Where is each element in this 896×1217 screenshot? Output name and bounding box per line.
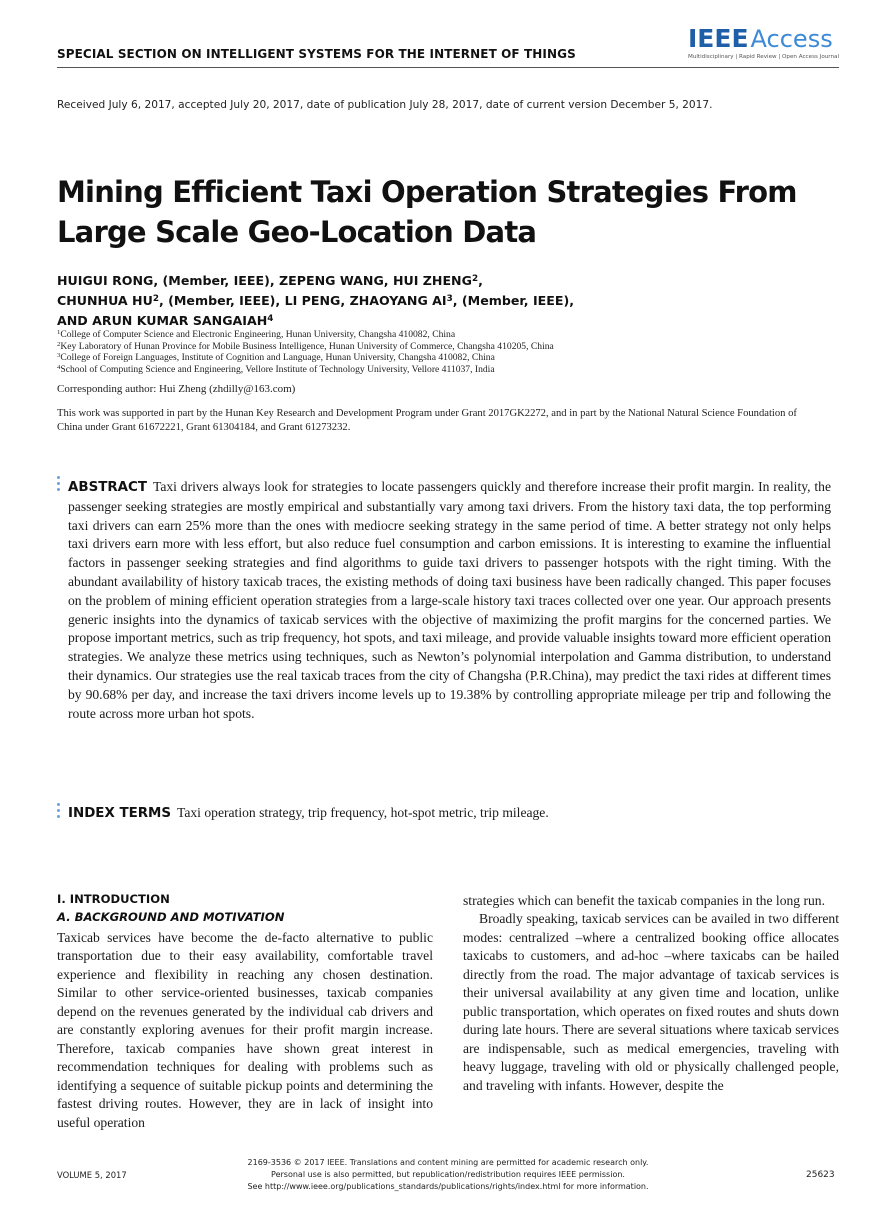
author-line-1: [57, 271, 697, 291]
affiliation-number: 1: [57, 328, 61, 336]
page-number: 25623: [806, 1170, 835, 1180]
body-column-left: [57, 929, 433, 1132]
section-heading-introduction: I. INTRODUCTION: [57, 892, 170, 906]
ieee-access-logo: [688, 24, 838, 60]
affiliation-number: 2: [57, 340, 61, 348]
index-terms-label: INDEX TERMS: [68, 806, 171, 821]
author-name: AND ARUN KUMAR SANGAIAH: [57, 313, 268, 328]
affiliation-number: 4: [57, 363, 61, 371]
author-separator: ,: [478, 273, 483, 288]
abstract-label: ABSTRACT: [68, 480, 147, 495]
logo-ieee-text: IEEE: [688, 24, 749, 53]
author-name: , (Member, IEEE), LI PENG: [158, 293, 341, 308]
logo-tagline: Multidisciplinary | Rapid Review | Open Access Journal: [688, 54, 840, 60]
affiliation-item: [57, 364, 554, 376]
abstract-text: Taxi drivers always look for strategies to locate passengers quickly and therefore increase their profit margin. In reality, the passenger seeking strategies are mostly empirical and substantially vary among taxi drivers. From the history taxi data, the top performing taxi drivers can earn 25% more than the ones with mediocre seeking strategy in the same period of time. A better strategy not only helps taxi drivers earn more with less effort, but also reduce fuel consumption and carbon emissions. It is interesting to examine the influential factors in passenger seeking strategies and find algorithms to guide taxi drivers to passenger hotspots with the right timing. With the abundant availability of history taxicab traces, the existing methods of doing taxi business have been radically changed. This paper focuses on the problem of mining efficient operation strategies from a large-scale history taxi traces collected over one year. Our approach presents generic insights into the dynamics of taxicab services with the objective of maximizing the profit margins for the concerned parties. We propose important metrics, such as trip frequency, hot spots, and taxi mileage, and provide valuable insights toward more efficient operation strategies. We analyze these metrics using techniques, such as Newton’s polynomial interpolation and Gamma distribution, to understand their dynamics. Our strategies use the real taxicab traces from the city of Changsha (P.R.China), may predict the taxi rides at different times by 90.68% per day, and increase the taxi drivers income levels up to 19.38% by controlling appropriate mileage per trip and following the route across more urban hot spots.: [68, 479, 831, 721]
paper-title: Mining Efficient Taxi Operation Strategies From Large Scale Geo-Location Data: [57, 175, 797, 249]
author-name: CHUNHUA HU: [57, 293, 153, 308]
affiliation-text: Key Laboratory of Hunan Province for Mobile Business Intelligence, Hunan University of Commerce, Changsha 410205, China: [60, 340, 554, 352]
affiliation-item: [57, 341, 554, 353]
author-list: [57, 271, 697, 331]
affiliation-marker: 2: [152, 294, 159, 305]
author-line-2: [57, 291, 697, 311]
body-paragraph: Broadly speaking, taxicab services can be availed in two different modes: centralized –where a centralized booking office allocates taxicabs to customers, and ad-hoc –where taxicabs can be hailed directly from the road. The major advantage of taxicab services is their universal availability at any given time and location, unlike public transportation, which operates on fixed routes and shuts down during late hours. There are several situations where taxicab services are indispensable, such as medical emergencies, traveling with heavy luggage, traveling with old or physically challenged people, and traveling with infants. However, despite the: [463, 911, 839, 1093]
author-name: , HUI ZHENG: [383, 273, 472, 288]
received-dates: Received July 6, 2017, accepted July 20, 2017, date of publication July 28, 2017, date of current version December 5, 2017.: [57, 99, 713, 111]
author-name: , (Member, IEEE),: [452, 293, 574, 308]
copyright-line: Personal use is also permitted, but republication/redistribution requires IEEE permission.: [271, 1170, 625, 1179]
body-paragraph: strategies which can benefit the taxicab companies in the long run.: [463, 893, 825, 908]
affiliation-item: [57, 329, 554, 341]
copyright-line: 2169-3536 © 2017 IEEE. Translations and content mining are permitted for academic research only.: [247, 1158, 649, 1167]
author-name: , ZHAOYANG AI: [340, 293, 447, 308]
abstract-marker-icon: [57, 476, 61, 494]
copyright-notice: [190, 1157, 706, 1193]
logo-access-text: Access: [750, 25, 833, 53]
section-header: SPECIAL SECTION ON INTELLIGENT SYSTEMS FOR THE INTERNET OF THINGS: [57, 47, 576, 61]
affiliation-number: 3: [57, 352, 61, 360]
author-name: HUIGUI RONG: [57, 273, 154, 288]
author-name: , (Member, IEEE), ZEPENG WANG: [153, 273, 384, 288]
index-terms: [68, 804, 831, 824]
subsection-heading-background: A. BACKGROUND AND MOTIVATION: [57, 910, 285, 924]
affiliation-item: [57, 352, 554, 364]
footer-volume: VOLUME 5, 2017: [57, 1170, 127, 1180]
corresponding-author: Corresponding author: Hui Zheng (zhdilly@163.com): [57, 383, 296, 395]
affiliation-text: College of Foreign Languages, Institute of Cognition and Language, Hunan University, Changsha 410082, China: [60, 352, 495, 364]
funding-note: This work was supported in part by the Hunan Key Research and Development Program under Grant 2017GK2272, and in part by the National Natural Science Foundation of China under Grant 61672221, Grant 61304184, and Grant 61273232.: [57, 408, 797, 433]
index-terms-marker-icon: [57, 803, 61, 821]
copyright-link[interactable]: See http://www.ieee.org/publications_standards/publications/rights/index.html for more information.: [247, 1182, 649, 1191]
index-terms-text: Taxi operation strategy, trip frequency, hot-spot metric, trip mileage.: [177, 805, 549, 820]
body-paragraph: Taxicab services have become the de-facto alternative to public transportation due to their easy availability, comfortable travel experience and flexibility in reaching any chosen destination. Similar to other service-oriented businesses, taxicab companies depend on the revenues generated by the individual cab drivers and are constantly exploring avenues for their profit margin increase. Therefore, taxicab companies have shown great interest in recommendation techniques for dealing with problems such as identifying a sequence of suitable pickup points and determining the fastest driving routes. However, they are in lack of insight into useful operation: [57, 930, 433, 1130]
affiliation-marker: 3: [446, 294, 453, 305]
abstract: [68, 478, 831, 723]
author-line-3: [57, 311, 697, 331]
affiliation-text: School of Computing Science and Engineering, Vellore Institute of Technology University, Vellore 411037, India: [60, 363, 495, 375]
affiliations: [57, 329, 554, 375]
affiliation-text: College of Computer Science and Electronic Engineering, Hunan University, Changsha 410082, China: [60, 329, 456, 340]
body-column-right: [463, 892, 839, 1095]
affiliation-marker: 2: [471, 274, 479, 285]
affiliation-marker: 4: [267, 314, 274, 325]
header-divider: [57, 67, 839, 68]
